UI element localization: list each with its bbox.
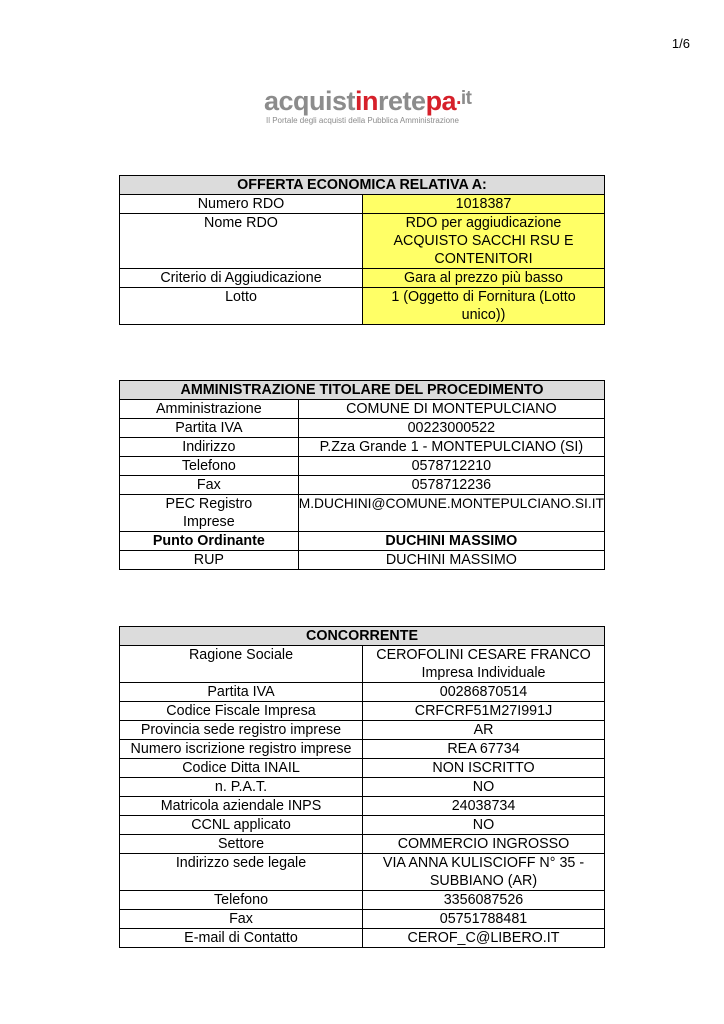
table-row bbox=[120, 778, 605, 797]
row-value: 24038734 bbox=[363, 797, 605, 816]
row-value: AR bbox=[363, 721, 605, 740]
row-label: Telefono bbox=[120, 457, 299, 476]
amministrazione-table bbox=[119, 380, 605, 570]
logo-tld-dot: . bbox=[456, 88, 461, 109]
table-row bbox=[120, 400, 605, 419]
row-value: CEROF_C@LIBERO.IT bbox=[363, 929, 605, 948]
row-value: REA 67734 bbox=[363, 740, 605, 759]
table-row bbox=[120, 419, 605, 438]
row-label: Lotto bbox=[120, 288, 363, 325]
concorrente-header: CONCORRENTE bbox=[120, 627, 605, 646]
row-label: Telefono bbox=[120, 891, 363, 910]
table-row bbox=[120, 891, 605, 910]
row-value: 0578712210 bbox=[298, 457, 604, 476]
row-value: 00223000522 bbox=[298, 419, 604, 438]
row-label: RUP bbox=[120, 551, 299, 570]
table-row bbox=[120, 495, 605, 532]
table-row bbox=[120, 759, 605, 778]
logo-part-pa: pa bbox=[425, 86, 457, 116]
row-label: n. P.A.T. bbox=[120, 778, 363, 797]
row-value: 00286870514 bbox=[363, 683, 605, 702]
row-value: 1018387 bbox=[363, 195, 605, 214]
table-row bbox=[120, 740, 605, 759]
row-value: COMMERCIO INGROSSO bbox=[363, 835, 605, 854]
offerta-header: OFFERTA ECONOMICA RELATIVA A: bbox=[120, 176, 605, 195]
table-row bbox=[120, 438, 605, 457]
row-label: Numero RDO bbox=[120, 195, 363, 214]
row-label: Fax bbox=[120, 476, 299, 495]
offerta-table bbox=[119, 175, 605, 325]
row-label: Partita IVA bbox=[120, 419, 299, 438]
row-label: Nome RDO bbox=[120, 214, 363, 269]
row-label: Fax bbox=[120, 910, 363, 929]
row-label: Criterio di Aggiudicazione bbox=[120, 269, 363, 288]
table-row bbox=[120, 288, 605, 325]
row-value: M.DUCHINI@COMUNE.MONTEPULCIANO.SI.IT bbox=[298, 495, 604, 532]
table-row bbox=[120, 721, 605, 740]
row-value: NON ISCRITTO bbox=[363, 759, 605, 778]
row-value: 05751788481 bbox=[363, 910, 605, 929]
row-label: E-mail di Contatto bbox=[120, 929, 363, 948]
table-row bbox=[120, 854, 605, 891]
row-label: Amministrazione bbox=[120, 400, 299, 419]
table-row bbox=[120, 683, 605, 702]
row-label: Settore bbox=[120, 835, 363, 854]
row-label: CCNL applicato bbox=[120, 816, 363, 835]
logo-part-rete: rete bbox=[378, 86, 426, 116]
table-row bbox=[120, 816, 605, 835]
table-row bbox=[120, 457, 605, 476]
table-row bbox=[120, 532, 605, 551]
logo-tagline: Il Portale degli acquisti della Pubblica Amministrazione bbox=[266, 116, 459, 125]
row-label: Provincia sede registro imprese bbox=[120, 721, 363, 740]
portal-logo bbox=[264, 84, 474, 125]
row-value: NO bbox=[363, 816, 605, 835]
table-row bbox=[120, 929, 605, 948]
row-value: COMUNE DI MONTEPULCIANO bbox=[298, 400, 604, 419]
table-row bbox=[120, 195, 605, 214]
row-label: Partita IVA bbox=[120, 683, 363, 702]
table-row bbox=[120, 702, 605, 721]
table-row bbox=[120, 269, 605, 288]
amministrazione-header: AMMINISTRAZIONE TITOLARE DEL PROCEDIMENTO bbox=[120, 381, 605, 400]
row-value: CRFCRF51M27I991J bbox=[363, 702, 605, 721]
row-value: NO bbox=[363, 778, 605, 797]
table-row bbox=[120, 551, 605, 570]
row-label: Numero iscrizione registro imprese bbox=[120, 740, 363, 759]
table-row bbox=[120, 910, 605, 929]
logo-tld bbox=[456, 88, 471, 109]
row-value: VIA ANNA KULISCIOFF N° 35 - SUBBIANO (AR) bbox=[363, 854, 605, 891]
row-value: 0578712236 bbox=[298, 476, 604, 495]
table-row bbox=[120, 646, 605, 683]
table-row bbox=[120, 835, 605, 854]
row-value: DUCHINI MASSIMO bbox=[298, 532, 604, 551]
logo-part-acquist: acquist bbox=[264, 86, 356, 116]
row-label: Codice Fiscale Impresa bbox=[120, 702, 363, 721]
row-value: P.Zza Grande 1 - MONTEPULCIANO (SI) bbox=[298, 438, 604, 457]
logo-tld-text: it bbox=[460, 88, 472, 109]
row-value: Gara al prezzo più basso bbox=[363, 269, 605, 288]
row-value: DUCHINI MASSIMO bbox=[298, 551, 604, 570]
row-value: 3356087526 bbox=[363, 891, 605, 910]
row-label: Indirizzo sede legale bbox=[120, 854, 363, 891]
row-value: RDO per aggiudicazione ACQUISTO SACCHI RSU E CONTENITORI bbox=[363, 214, 605, 269]
row-label: Matricola aziendale INPS bbox=[120, 797, 363, 816]
row-value: CEROFOLINI CESARE FRANCO Impresa Individuale bbox=[363, 646, 605, 683]
logo-wordmark bbox=[264, 84, 474, 116]
row-value: 1 (Oggetto di Fornitura (Lotto unico)) bbox=[363, 288, 605, 325]
row-label: PEC Registro Imprese bbox=[120, 495, 299, 532]
logo-part-in: in bbox=[355, 86, 379, 116]
page-number: 1/6 bbox=[671, 36, 690, 51]
table-row bbox=[120, 214, 605, 269]
row-label: Punto Ordinante bbox=[120, 532, 299, 551]
concorrente-table bbox=[119, 626, 605, 948]
row-label: Indirizzo bbox=[120, 438, 299, 457]
row-label: Codice Ditta INAIL bbox=[120, 759, 363, 778]
table-row bbox=[120, 797, 605, 816]
table-row bbox=[120, 476, 605, 495]
row-label: Ragione Sociale bbox=[120, 646, 363, 683]
